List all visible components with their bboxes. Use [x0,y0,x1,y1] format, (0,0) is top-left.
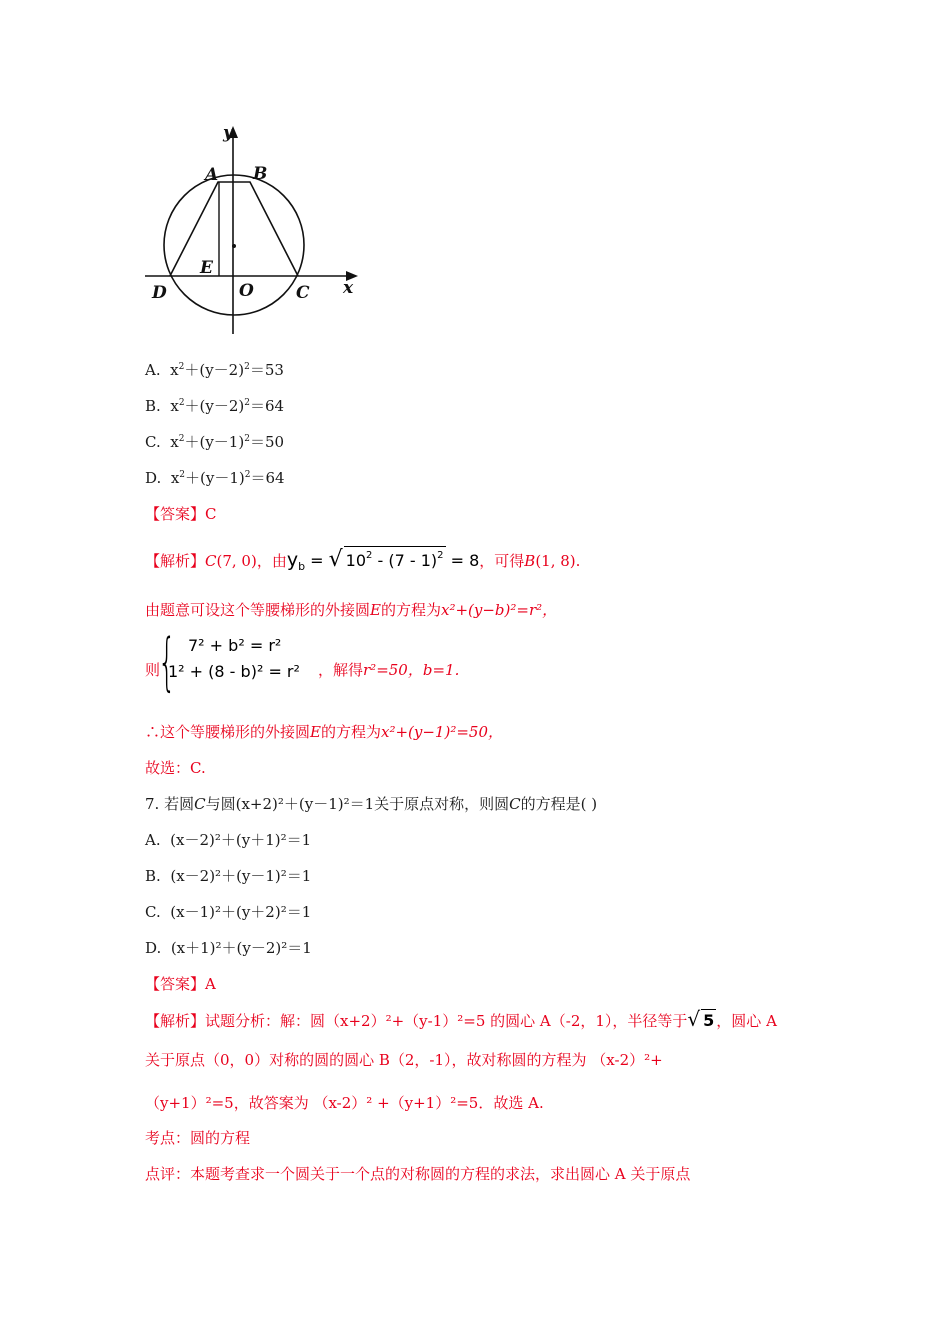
label-b: B [253,164,268,184]
label-d: D [152,283,167,303]
geometry-figure [140,122,365,337]
q6-analysis-line2: 由题意可设这个等腰梯形的外接圆E的方程为x²+(y−b)²=r²， [145,601,558,619]
q6-system-ze: 则 [145,661,161,679]
q6-answer: 【答案】C [145,505,217,523]
q7-analysis-line1: 【解析】试题分析：解：圆（x+2）²+（y-1）²=5 的圆心 A（-2，1），半径等于√ 5 ，圆心 A [145,1007,777,1031]
q6-choose: 故选：C. [145,759,206,777]
q7-option-d: D. (x＋1)²＋(y－2)²＝1 [145,939,312,957]
system-row2: 1² + (8 - b)² = r² [168,662,300,681]
q7-option-c: C. (x－1)²＋(y＋2)²＝1 [145,903,312,921]
q6-option-a: A. $x^2+(y-2)^2=53$ [145,361,284,379]
q7-kaodian: 考点：圆的方程 [145,1129,251,1147]
trapezoid [170,182,298,276]
label-x: x [343,278,354,298]
label-a: A [205,165,219,185]
q7-dianping: 点评：本题考查求一个圆关于一个点的对称圆的方程的求法，求出圆心 A 关于原点 [145,1165,691,1183]
q6-conclusion: ∴这个等腰梯形的外接圆E的方程为x²+(y−1)²=50， [145,723,503,741]
label-o: O [239,281,254,301]
q6-option-b: B. $x^2+(y-2)^2=64$ [145,397,285,415]
q7-answer: 【答案】A [145,975,216,993]
q6-option-c: C. $x^2+(y-1)^2=50$ [145,433,285,451]
label-y: y [223,123,233,143]
label-e: E [200,258,213,278]
q6-solve: ，解得r²=50，b=1. [318,661,460,679]
label-c: C [296,283,310,303]
q7-analysis-line2: 关于原点（0，0）对称的圆的圆心 B（2，-1），故对称圆的方程为 （x-2）²+ [145,1051,663,1069]
q6-analysis-line1: 【解析】C(7, 0)，由$y_b$ = √ $10^2 - (7 - 1)^2 = 8$，可得B(1, 8). [145,547,581,574]
system-row1: 7² + b² = r² [188,636,282,655]
q6-option-d: D. $x^2+(y-1)^2=64$ [145,469,285,487]
q7-analysis-line3: （y+1）²=5，故答案为 （x-2）² +（y+1）²=5．故选 A. [145,1094,544,1112]
q7-option-a: A. (x－2)²＋(y＋1)²＝1 [145,831,312,849]
center-point [232,244,236,248]
system-brace: { [158,625,176,698]
q7-option-b: B. (x－2)²＋(y－1)²＝1 [145,867,312,885]
q7-stem: 7. 若圆C与圆(x+2)²＋(y－1)²＝1关于原点对称，则圆C的方程是( ) [145,795,598,813]
